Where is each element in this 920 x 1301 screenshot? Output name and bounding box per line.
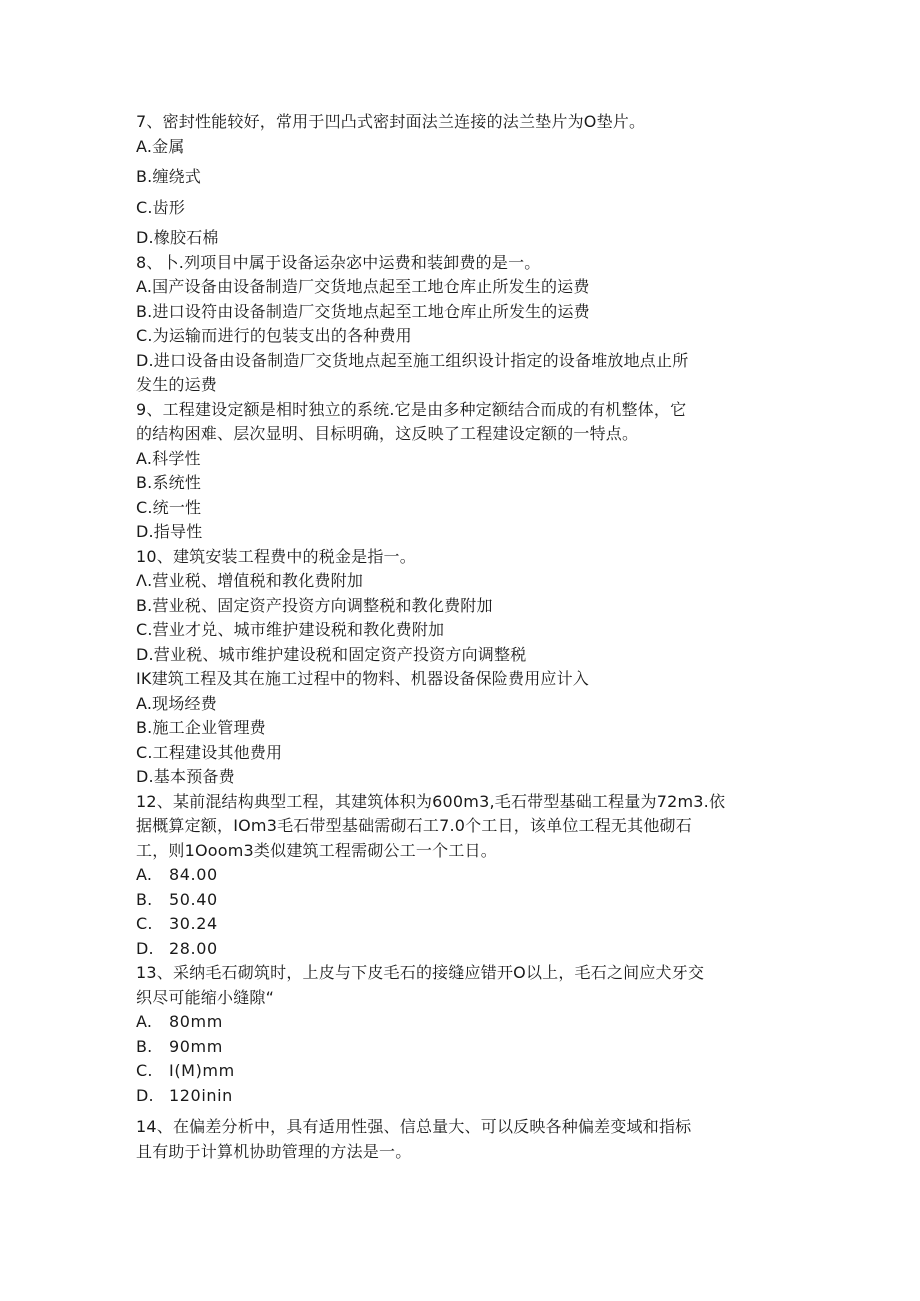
question-10-option-c: C.营业才兑、城市维护建设税和教化费附加: [136, 620, 445, 639]
question-11-option-b: B.施工企业管理费: [136, 718, 266, 737]
question-11: [136, 667, 786, 790]
question-11-option-a: A.现场经费: [136, 693, 217, 713]
option-value: 120inin: [169, 1085, 233, 1105]
option-value: 80mm: [169, 1012, 223, 1031]
question-8-option-b: B.进口设符由设备制造厂交货地点起至工地仓库止所发生的运费: [136, 301, 590, 321]
question-13-option-d: [136, 1084, 786, 1109]
question-12-option-c: [136, 912, 786, 937]
question-9-option-c: C.统一性: [136, 497, 202, 517]
question-9-option-d: D.指导性: [136, 522, 203, 541]
option-letter: C.: [136, 1061, 153, 1080]
question-8-option-d: D.进口设备由设备制造厂交货地点起至施工组织设计指定的设备堆放地点止所: [136, 350, 689, 370]
document-page: [136, 110, 786, 1164]
option-letter: B.: [136, 1036, 153, 1056]
question-13-option-b: [136, 1035, 786, 1060]
question-12-option-a: [136, 863, 786, 888]
question-12-option-d: [136, 937, 786, 962]
question-9-stem-cont: 的结构困难、层次显明、目标明确，这反映了工程建设定额的一特点。: [136, 424, 639, 443]
option-letter: D.: [136, 1085, 154, 1105]
option-value: 28.00: [169, 938, 218, 958]
question-12-stem-cont-2: 工，则1Ooom3类似建筑工程需砌公工一个工日。: [136, 840, 497, 860]
question-13: [136, 961, 786, 1108]
question-11-option-c: C.工程建设其他费用: [136, 742, 283, 762]
question-10-option-d: D.营业税、城市维护建设税和固定资产投资方向调整税: [136, 644, 527, 664]
question-10: [136, 545, 786, 668]
question-7-option-b: B.缠绕式: [136, 167, 202, 186]
option-letter: D.: [136, 938, 154, 958]
question-10-option-a: Λ.营业税、增值税和教化费附加: [136, 571, 364, 590]
question-9-option-b: B.系统性: [136, 473, 202, 492]
question-12-stem: 12、某前混结构典型工程，其建筑体积为600m3,毛石带型基础工程量为72m3.依: [136, 791, 726, 811]
option-letter: B.: [136, 889, 153, 909]
question-9-option-a: A.科学性: [136, 448, 201, 468]
question-14: [136, 1115, 786, 1164]
option-value: 84.00: [169, 865, 218, 884]
question-14-stem: 14、在偏差分析中，具有适用性强、信总量大、可以反映各种偏差变域和指标: [136, 1117, 692, 1136]
question-7-option-a: A.金属: [136, 136, 185, 156]
question-13-option-a: [136, 1010, 786, 1035]
question-7-stem: 7、密封性能较好，常用于凹凸式密封面法兰连接的法兰垫片为O垫片。: [136, 112, 646, 131]
question-12-option-b: [136, 888, 786, 913]
question-13-stem: 13、采纳毛石砌筑时，上皮与下皮毛石的接缝应错开O以上，毛石之间应犬牙交: [136, 963, 705, 982]
question-10-option-b: B.营业税、固定资产投资方向调整税和教化费附加: [136, 595, 493, 615]
question-11-stem: IK建筑工程及其在施工过程中的物料、机器设备保险费用应计入: [136, 669, 590, 688]
option-value: 30.24: [169, 914, 218, 933]
option-value: I(M)mm: [169, 1061, 235, 1080]
question-7-option-d: D.橡胶石棉: [136, 228, 219, 247]
option-value: 50.40: [169, 889, 218, 909]
option-value: 90mm: [169, 1036, 223, 1056]
question-7-option-c: C.齿形: [136, 197, 186, 217]
question-8: [136, 251, 786, 398]
question-9-stem: 9、工程建设定额是相时独立的系统.它是由多种定额结合而成的有机整体，它: [136, 399, 687, 419]
question-12-stem-cont-1: 据概算定额，IOm3毛石带型基础需砌石工7.0个工日，该单位工程无其他砌石: [136, 816, 692, 835]
option-letter: A.: [136, 865, 153, 884]
question-11-option-d: D.基本预备费: [136, 767, 235, 786]
question-8-option-c: C.为运输而进行的包装支出的各种费用: [136, 326, 412, 345]
option-letter: C.: [136, 914, 153, 933]
question-9: [136, 398, 786, 545]
question-8-option-d-cont: 发生的运费: [136, 375, 218, 394]
question-14-stem-cont: 且有助于计算机协助管理的方法是一。: [136, 1141, 412, 1161]
question-8-stem: 8、卜.列项目中属于设备运杂宓中运费和装卸费的是一。: [136, 252, 541, 272]
question-8-option-a: A.国产设备由设备制造厂交货地点起至工地仓库止所发生的运费: [136, 277, 590, 296]
question-10-stem: 10、建筑安装工程费中的税金是指一。: [136, 546, 416, 566]
option-letter: A.: [136, 1012, 153, 1031]
question-13-stem-cont: 织尽可能缩小缝隙“: [136, 987, 275, 1007]
question-7: [136, 110, 786, 251]
question-13-option-c: [136, 1059, 786, 1084]
question-12: [136, 790, 786, 962]
